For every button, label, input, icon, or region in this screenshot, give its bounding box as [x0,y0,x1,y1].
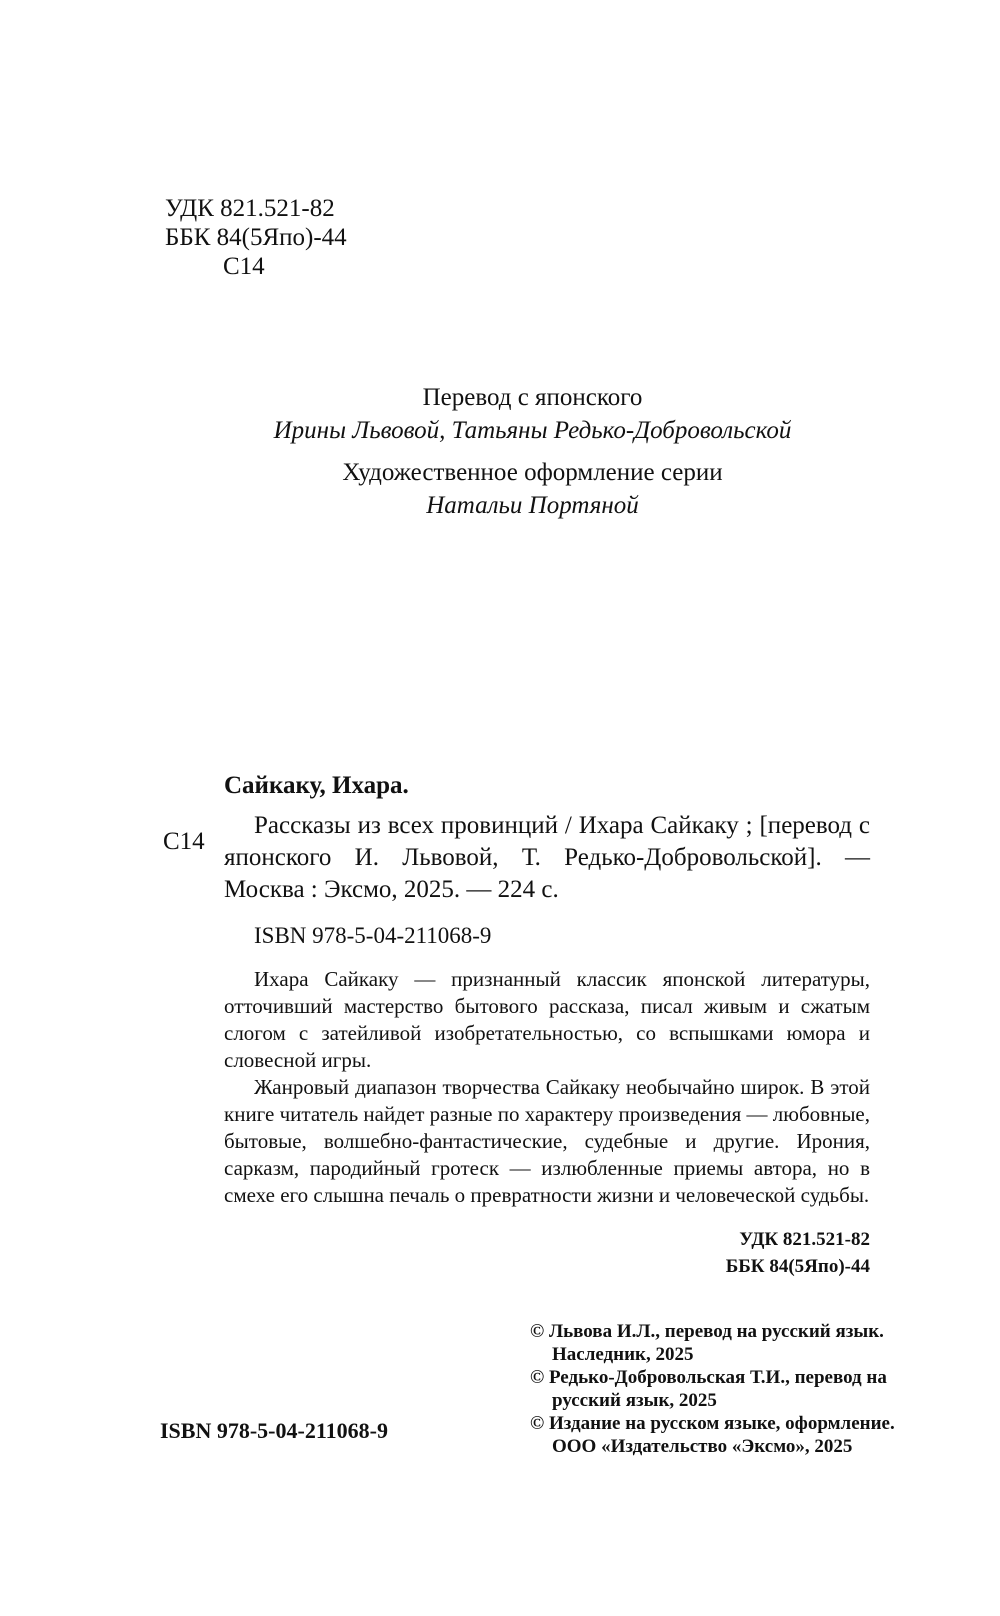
bibliographic-description: Рассказы из всех провинций / Ихара Сайкаку ; [перевод с японского И. Львовой, Т. Редько-Добровольской]. — Москва : Эксмо, 2025. — 224 с. [224,812,870,903]
copyright-line-3: © Издание на русском языке, оформление. ООО «Издательство «Эксмо», 2025 [530,1413,895,1457]
translation-label: Перевод с японского [422,384,643,411]
classification-codes-right [726,1226,870,1280]
copyright-line-1: © Львова И.Л., перевод на русский язык. Наследник, 2025 [530,1321,884,1365]
record-isbn: ISBN 978-5-04-211068-9 [254,923,492,948]
designer: Натальи Портяной [426,492,639,519]
design-label: Художественное оформление серии [342,459,723,486]
bbk-code-right: ББК 84(5Япо)-44 [725,1256,870,1277]
isbn-bottom: ISBN 978-5-04-211068-9 [160,1418,388,1443]
record-sign: С14 [163,828,205,855]
copyright-line-2: © Редько-Добровольская Т.И., перевод на русский язык, 2025 [530,1367,887,1411]
annotation-paragraph-1: Ихара Сайкаку — признанный классик японской литературы, отточивший мастерство бытового рассказа, писал живым и сжатым слогом с затейливой изобретательностью, со вспышками юмора и словесной игры. [224,967,870,1072]
udk-code: УДК 821.521-82 [165,195,335,222]
record-author: Сайкаку, Ихара. [224,772,409,799]
copyright-block [530,1320,910,1458]
bbk-code: ББК 84(5Япо)-44 [165,224,347,251]
annotation-paragraph-2: Жанровый диапазон творчества Сайкаку необычайно широк. В этой книге читатель найдет разные по характеру произведения — любовные, бытовые, волшебно-фантастические, судебные и другие. Ирония, сарказм, пародийный гротеск — излюбленные приемы автора, но в смехе его слышна печаль о превратности жизни и человеческой судьбы. [224,1075,870,1207]
translators: Ирины Львовой, Татьяны Редько-Добровольской [273,417,792,444]
udk-code-right: УДК 821.521-82 [739,1229,870,1250]
annotation [224,966,870,1209]
classification-block [165,194,347,281]
author-sign: С14 [223,253,265,280]
